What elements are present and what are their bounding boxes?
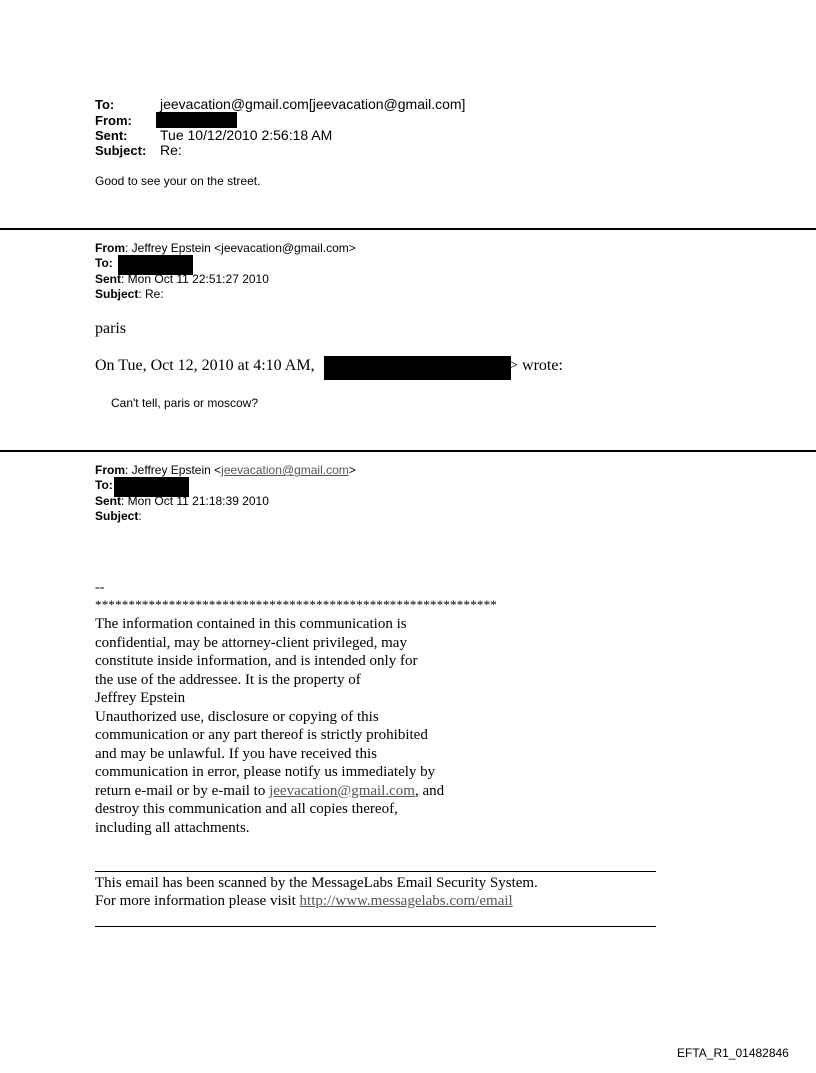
return-suffix: , and (414, 782, 445, 799)
disclaimer-line: The information contained in this communication is (95, 616, 407, 632)
disclaimer-line: the use of the addressee. It is the property of (95, 671, 361, 688)
msg3-to-line (95, 478, 113, 492)
footer-info-line (95, 893, 513, 910)
msg3-from-suffix: > (348, 463, 356, 477)
msg2-sent-value: : Mon Oct 11 22:51:27 2010 (121, 272, 269, 286)
footer-divider-top (95, 871, 656, 872)
disclaimer-line: and may be unlawful. If you have received this (95, 745, 377, 762)
disclaimer-line: confidential, may be attorney-client privileged, may (95, 634, 407, 651)
msg2-quote-prefix: On Tue, Oct 12, 2010 at 4:10 AM, (95, 357, 315, 374)
msg2-from-label: From (95, 241, 125, 255)
msg3-sent-label: Sent (95, 494, 122, 508)
msg3-from-email-link[interactable]: jeevacation@gmail.com (221, 463, 349, 477)
msg2-to-line (95, 256, 113, 270)
msg2-subject-label: Subject (95, 287, 139, 301)
msg3-to-colon: : (108, 478, 113, 492)
msg1-subject-value: Re: (160, 142, 182, 158)
msg1-subject-label: Subject: (95, 143, 147, 158)
disclaimer-line: Jeffrey Epstein (95, 690, 186, 706)
msg3-subject-line (95, 509, 142, 523)
disclaimer-line: communication or any part thereof is strictly prohibited (95, 727, 428, 743)
disclaimer-line: constitute inside information, and is intended only for (95, 653, 418, 669)
disclaimer-return-line (95, 782, 444, 801)
signature-dashes: -- (95, 580, 105, 595)
msg1-body: Good to see your on the street. (95, 174, 261, 188)
signature-stars: ************************************************************ (95, 597, 497, 612)
msg2-quote-suffix: > wrote: (509, 357, 563, 374)
return-email-link[interactable]: jeevacation@gmail.com (269, 782, 415, 799)
messagelabs-link[interactable]: http://www.messagelabs.com/email (299, 893, 513, 909)
disclaimer-line: Unauthorized use, disclosure or copying of this (95, 708, 379, 725)
disclaimer-line: destroy this communication and all copies thereof, (95, 801, 398, 817)
disclaimer-line: including all attachments. (95, 819, 250, 836)
msg2-sent-label: Sent (95, 272, 122, 286)
msg2-to-label: To (95, 256, 109, 270)
msg1-sent-value: Tue 10/12/2010 2:56:18 AM (160, 127, 333, 143)
msg1-sent-label: Sent: (95, 128, 128, 143)
msg3-sent-line (95, 494, 269, 508)
msg2-from-line (95, 241, 356, 255)
msg3-from-line (95, 463, 356, 477)
msg2-from-value: : Jeffrey Epstein <jeevacation@gmail.com> (125, 241, 356, 255)
msg2-sent-line (95, 272, 269, 286)
msg3-sent-value: : Mon Oct 11 21:18:39 2010 (121, 494, 269, 508)
return-prefix: return e-mail or by e-mail to (95, 782, 270, 799)
message-separator (0, 450, 816, 452)
msg3-subject-label: Subject (95, 509, 139, 523)
msg3-subject-value: : (138, 509, 142, 523)
document-id: EFTA_R1_01482846 (677, 1046, 789, 1060)
redaction-box (156, 112, 237, 128)
disclaimer-block (95, 615, 444, 837)
footer-divider-bottom (95, 926, 656, 927)
msg2-quoted-text: Can't tell, paris or moscow? (111, 396, 259, 410)
msg3-to-label: To (95, 478, 109, 492)
footer-info-prefix: For more information please visit (95, 893, 300, 909)
msg1-from-label: From: (95, 113, 132, 128)
msg2-body: paris (95, 320, 127, 337)
disclaimer-line: communication in error, please notify us immediately by (95, 764, 436, 780)
msg2-subject-value: : Re: (138, 287, 164, 301)
msg3-from-label: From (95, 463, 125, 477)
footer-scan-line: This email has been scanned by the MessageLabs Email Security System. (95, 875, 538, 891)
msg2-subject-line (95, 287, 164, 301)
msg1-to-label: To: (95, 97, 115, 112)
redaction-box (324, 356, 511, 380)
msg3-from-prefix: : Jeffrey Epstein < (125, 463, 222, 477)
msg2-to-colon: : (108, 256, 113, 270)
msg1-to-value: jeevacation@gmail.com[jeevacation@gmail.com] (160, 96, 466, 112)
message-separator (0, 228, 816, 230)
